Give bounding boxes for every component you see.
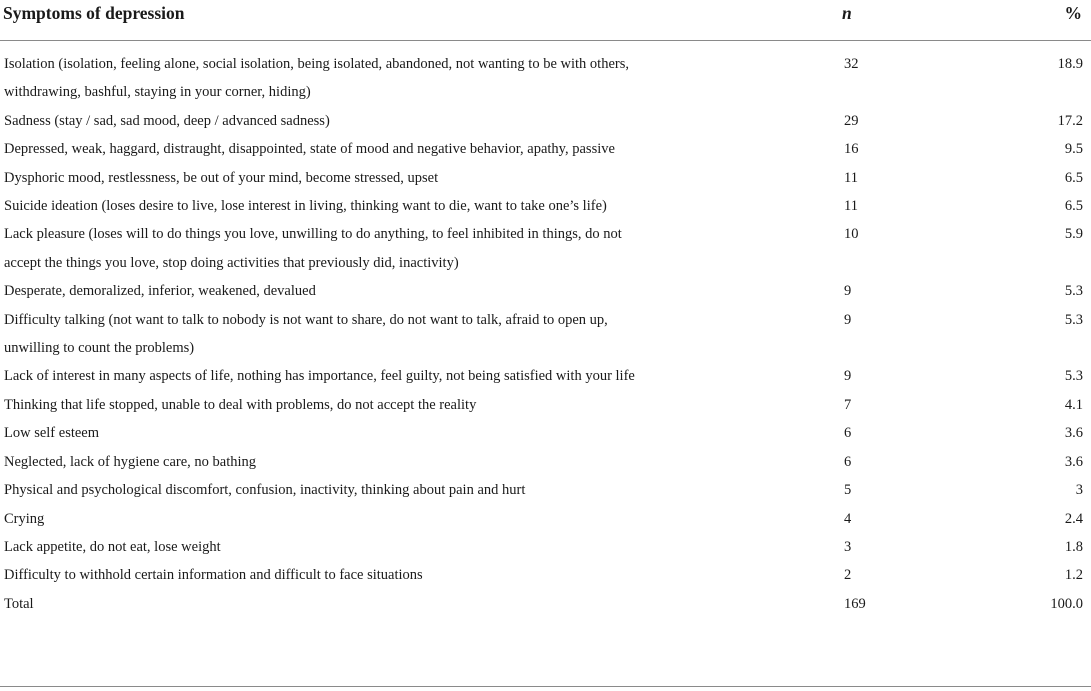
cell-percent: 6.5 bbox=[1064, 198, 1083, 215]
cell-percent: 100.0 bbox=[1050, 595, 1083, 612]
cell-percent: 18.9 bbox=[1057, 56, 1083, 72]
cell-symptom: Dysphoric mood, restlessness, be out of your mind, become stressed, upset bbox=[4, 169, 439, 186]
cell-n: 32 bbox=[844, 56, 859, 72]
cell-percent: 3.6 bbox=[1064, 425, 1083, 442]
cell-percent: 17.2 bbox=[1057, 112, 1083, 129]
header-symptoms: Symptoms of depression bbox=[3, 3, 185, 23]
table-row bbox=[0, 533, 1091, 561]
cell-symptom: Physical and psychological discomfort, confusion, inactivity, thinking about pain and hurt bbox=[4, 482, 526, 499]
cell-percent: 4.1 bbox=[1064, 396, 1083, 413]
cell-symptom: Difficulty to withhold certain information and difficult to face situations bbox=[4, 567, 423, 584]
table-row bbox=[0, 164, 1091, 192]
cell-symptom: Crying bbox=[4, 510, 45, 527]
cell-percent: 5.3 bbox=[1064, 311, 1083, 328]
cell-n: 4 bbox=[844, 510, 852, 527]
cell-n: 11 bbox=[844, 169, 858, 186]
table-row bbox=[0, 419, 1091, 447]
cell-n: 169 bbox=[844, 595, 866, 612]
cell-percent: 2.4 bbox=[1064, 510, 1083, 527]
cell-percent: 5.3 bbox=[1064, 283, 1083, 300]
cell-n: 2 bbox=[844, 567, 852, 584]
cell-n: 16 bbox=[844, 141, 859, 158]
table-row-total bbox=[0, 590, 1091, 618]
cell-symptom: Desperate, demoralized, inferior, weakened, devalued bbox=[4, 283, 316, 300]
table-row bbox=[0, 505, 1091, 533]
cell-symptom: Lack pleasure (loses will to do things you love, unwilling to do anything, to feel inhibited in things, do not accept the things you love, stop doing activities that previously did, inactivity) bbox=[4, 226, 622, 271]
cell-n: 9 bbox=[844, 368, 852, 385]
cell-percent: 3.6 bbox=[1064, 453, 1083, 470]
table-row bbox=[0, 50, 1091, 107]
table-row bbox=[0, 107, 1091, 135]
cell-n: 6 bbox=[844, 453, 852, 470]
table-body bbox=[0, 41, 1091, 618]
cell-symptom: Isolation (isolation, feeling alone, social isolation, being isolated, abandoned, not wanting to be with others, withdrawing, bashful, staying in your corner, hiding) bbox=[4, 56, 629, 101]
cell-percent: 1.8 bbox=[1064, 538, 1083, 555]
cell-percent: 9.5 bbox=[1064, 141, 1083, 158]
cell-n: 6 bbox=[844, 425, 852, 442]
cell-n: 5 bbox=[844, 482, 852, 499]
cell-n: 3 bbox=[844, 538, 852, 555]
table-row bbox=[0, 448, 1091, 476]
cell-n: 9 bbox=[844, 311, 852, 328]
table-row bbox=[0, 476, 1091, 504]
cell-symptom: Thinking that life stopped, unable to deal with problems, do not accept the reality bbox=[4, 396, 477, 413]
cell-symptom: Difficulty talking (not want to talk to nobody is not want to share, do not want to talk, afraid to open up, unwilling to count the problems) bbox=[4, 311, 608, 357]
cell-n: 11 bbox=[844, 198, 858, 215]
table-row bbox=[0, 561, 1091, 589]
cell-symptom: Total bbox=[4, 595, 34, 612]
cell-symptom: Depressed, weak, haggard, distraught, disappointed, state of mood and negative behavior, apathy, passive bbox=[4, 141, 615, 158]
table-row bbox=[0, 306, 1091, 363]
cell-n: 9 bbox=[844, 283, 852, 300]
table-row bbox=[0, 362, 1091, 390]
cell-n: 29 bbox=[844, 112, 859, 129]
cell-symptom: Sadness (stay / sad, sad mood, deep / advanced sadness) bbox=[4, 112, 330, 129]
cell-symptom: Suicide ideation (loses desire to live, lose interest in living, thinking want to die, want to take one’s life) bbox=[4, 198, 607, 215]
header-n: n bbox=[842, 3, 852, 23]
cell-percent: 3 bbox=[1075, 482, 1083, 499]
table-bottom-rule bbox=[0, 686, 1091, 687]
table-row bbox=[0, 391, 1091, 419]
table-row bbox=[0, 220, 1091, 277]
table-row bbox=[0, 135, 1091, 163]
cell-symptom: Lack appetite, do not eat, lose weight bbox=[4, 538, 221, 555]
table-header bbox=[0, 0, 1091, 41]
cell-percent: 5.3 bbox=[1064, 368, 1083, 385]
cell-percent: 6.5 bbox=[1064, 169, 1083, 186]
cell-symptom: Neglected, lack of hygiene care, no bathing bbox=[4, 453, 257, 470]
table-row bbox=[0, 277, 1091, 305]
cell-percent: 1.2 bbox=[1064, 567, 1083, 584]
cell-n: 10 bbox=[844, 226, 859, 243]
cell-symptom: Low self esteem bbox=[4, 425, 100, 442]
cell-symptom: Lack of interest in many aspects of life, nothing has importance, feel guilty, not being satisfied with your life bbox=[4, 368, 635, 385]
table-row bbox=[0, 192, 1091, 220]
cell-n: 7 bbox=[844, 396, 852, 413]
cell-percent: 5.9 bbox=[1064, 226, 1083, 243]
header-percent: % bbox=[1064, 3, 1082, 23]
